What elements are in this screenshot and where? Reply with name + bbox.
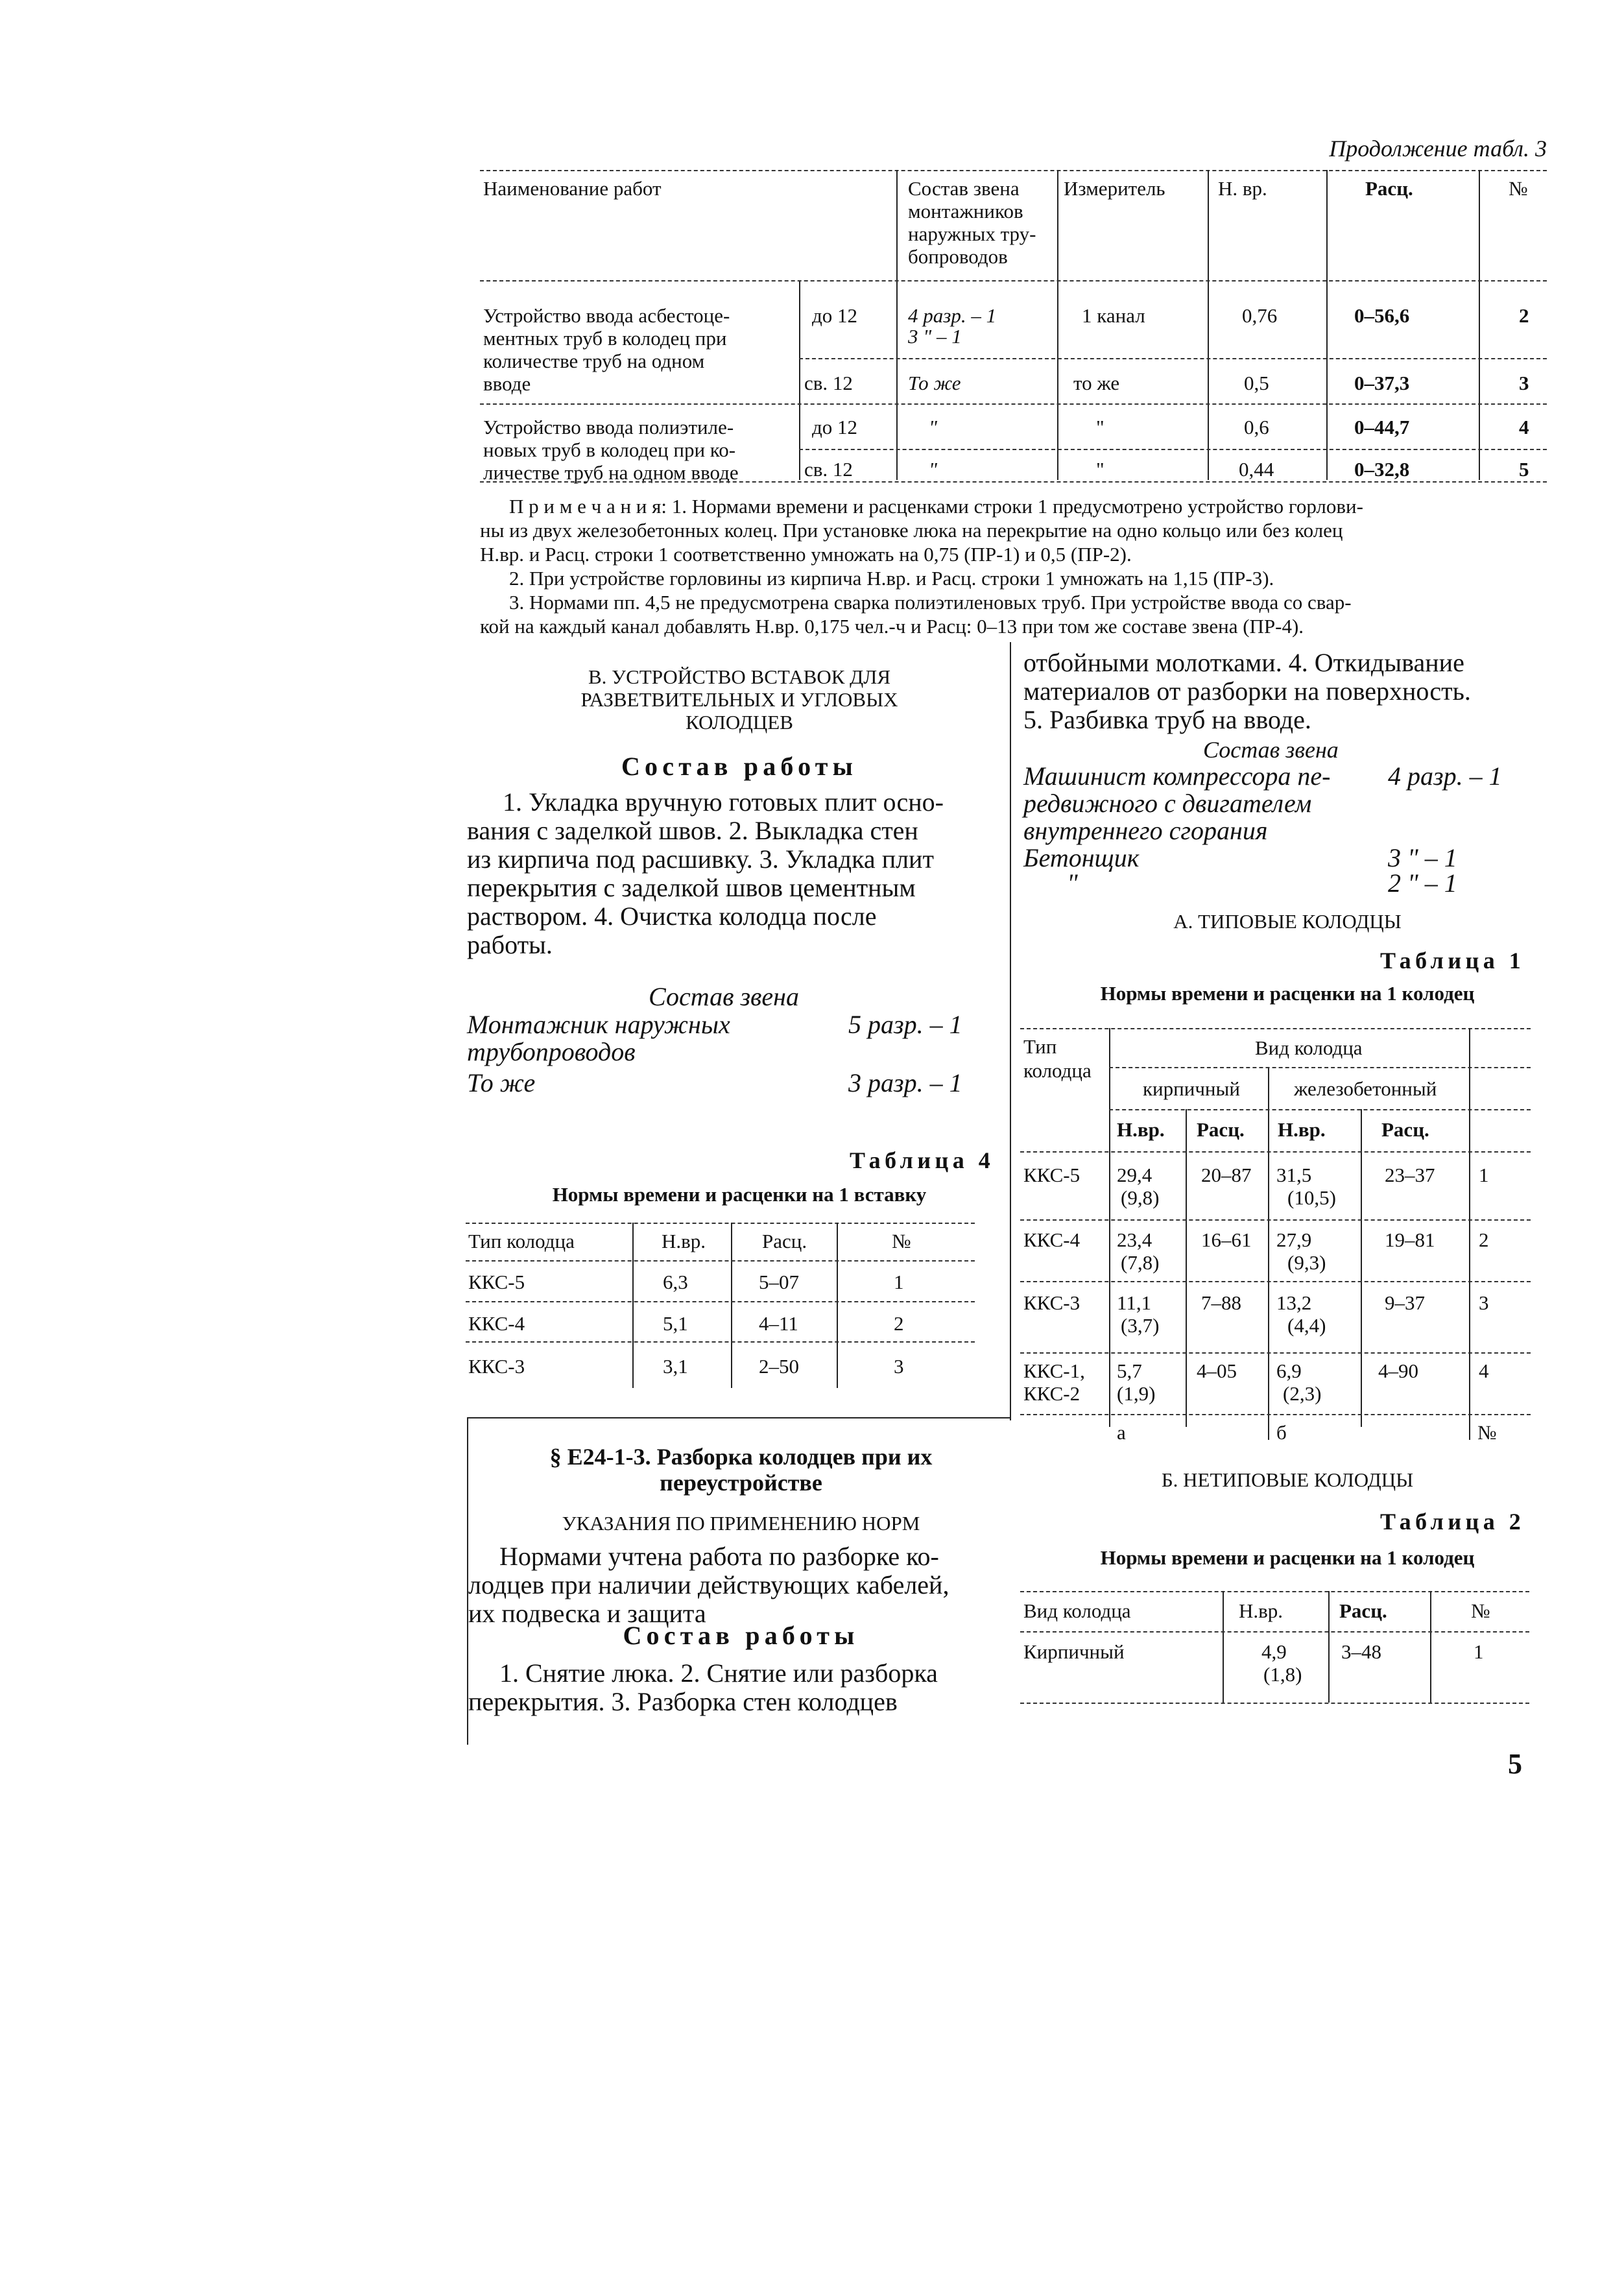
work-line: перекрытия с заделкой швов цементным	[467, 873, 916, 902]
crew-name-2: трубопроводов	[467, 1037, 636, 1066]
t1-r3-type: ККС-3	[1023, 1291, 1081, 1314]
instructions-line: лодцев при наличии действующих кабелей,	[468, 1570, 949, 1599]
t2-r1-nvr2: (1,8)	[1263, 1663, 1302, 1686]
t1-r4-no: 4	[1479, 1359, 1489, 1382]
t3-header-crew-3: наружных тру-	[908, 222, 1036, 245]
work-composition-heading: Состав работы	[621, 752, 858, 781]
t3-row3-crew: "	[929, 416, 938, 438]
t1-footer-a: а	[1117, 1421, 1126, 1444]
t3-header-name: Наименование работ	[483, 177, 662, 200]
t1-r2-type: ККС-4	[1023, 1228, 1081, 1251]
crew-name-1: Монтажник наружных	[467, 1010, 730, 1039]
t3-row1-unit: 1 канал	[1082, 304, 1145, 327]
t3-row3-cond: до 12	[812, 416, 858, 438]
t3-row4-no: 5	[1519, 458, 1529, 481]
t1-r4-type: ККС-1,	[1023, 1359, 1085, 1382]
r-crew-name-2: редвижного с двигателем	[1023, 789, 1312, 818]
continued-work-text	[1023, 649, 1555, 734]
t1-r3-bnvr: 11,1	[1117, 1291, 1152, 1314]
t1-footer-no: №	[1477, 1421, 1497, 1444]
t3-row4-cond: св. 12	[804, 458, 853, 481]
t1-r2-cnvr: 27,9	[1276, 1228, 1312, 1251]
t1-header-kind: Вид колодца	[1255, 1036, 1363, 1059]
t3-group1-line2: ментных труб в колодец при	[483, 327, 727, 350]
r-crew-name-3: внутреннего сгорания	[1023, 816, 1268, 845]
t1-r4-cnvr2: (2,3)	[1283, 1382, 1322, 1405]
t2-r1-no: 1	[1474, 1640, 1484, 1663]
section-e24-title-2: переустройстве	[660, 1470, 822, 1496]
table-1-label: Таблица 1	[1380, 948, 1525, 974]
t3-row2-no: 3	[1519, 372, 1529, 394]
t1-r2-no: 2	[1479, 1228, 1489, 1251]
t1-r3-bnvr2: (3,7)	[1121, 1314, 1160, 1337]
crew-grade-3: 3 разр. – 1	[848, 1068, 962, 1097]
instructions-text	[468, 1542, 1013, 1628]
t1-r3-crate: 9–37	[1385, 1291, 1425, 1314]
t1-header-brick: кирпичный	[1143, 1077, 1240, 1100]
section-e24-title-1: § Е24-1-3. Разборка колодцев при их	[549, 1444, 933, 1470]
t1-r1-crate: 23–37	[1385, 1164, 1435, 1186]
r-crew-grade-4: 3 " – 1	[1388, 843, 1457, 872]
r-crew-name-4: Бетонщик	[1023, 843, 1140, 872]
t4-r1-no: 1	[894, 1271, 904, 1293]
note-line-1: П р и м е ч а н и я: 1. Нормами времени и расценками строки 1 предусмотрено устройство горлови-	[509, 495, 1363, 518]
t3-row3-rate: 0–44,7	[1354, 416, 1410, 438]
t1-r2-bnvr2: (7,8)	[1121, 1251, 1160, 1274]
t1-r4-brate: 4–05	[1197, 1359, 1237, 1382]
t4-r3-type: ККС-3	[468, 1355, 525, 1378]
t2-header-no: №	[1471, 1599, 1490, 1622]
note-line-4: 2. При устройстве горловины из кирпича Н.вр. и Расц. строки 1 умножать на 1,15 (ПР-3).	[509, 567, 1274, 590]
cont-line: отбойными молотками. 4. Откидывание	[1023, 648, 1464, 677]
table-2-caption: Нормы времени и расценки на 1 колодец	[1100, 1546, 1475, 1569]
t3-row3-nvr: 0,6	[1244, 416, 1269, 438]
t3-header-crew-4: бопроводов	[908, 245, 1008, 268]
work-line: 1. Укладка вручную готовых плит осно-	[503, 787, 944, 817]
t1-r3-cnvr: 13,2	[1276, 1291, 1312, 1314]
t1-r1-bnvr2: (9,8)	[1121, 1186, 1160, 1209]
t1-r4-bnvr: 5,7	[1117, 1359, 1142, 1382]
t3-header-crew-1: Состав звена	[908, 177, 1020, 200]
instructions-heading: УКАЗАНИЯ ПО ПРИМЕНЕНИЮ НОРМ	[562, 1512, 920, 1535]
t3-row2-unit: то же	[1073, 372, 1120, 394]
note-line-3: Н.вр. и Расц. строки 1 соответственно умножать на 0,75 (ПР-1) и 0,5 (ПР-2).	[480, 543, 1132, 566]
t4-r3-no: 3	[894, 1355, 904, 1378]
t3-row1-rate: 0–56,6	[1354, 304, 1410, 327]
section-a-title: А. ТИПОВЫЕ КОЛОДЦЫ	[1173, 910, 1402, 933]
t1-header-c-rate: Расц.	[1381, 1118, 1429, 1141]
cont-line: 5. Разбивка труб на вводе.	[1023, 705, 1311, 734]
t4-r1-rate: 5–07	[759, 1271, 799, 1293]
t4-r2-rate: 4–11	[759, 1312, 798, 1335]
work2-line: перекрытия. 3. Разборка стен колодцев	[468, 1687, 898, 1716]
section-v-title-2: РАЗВЕТВИТЕЛЬНЫХ И УГЛОВЫХ	[580, 688, 898, 711]
table-2-label: Таблица 2	[1380, 1509, 1525, 1535]
t3-header-no: №	[1509, 177, 1528, 200]
work-composition-2-text	[468, 1659, 1013, 1716]
t2-header-type: Вид колодца	[1023, 1599, 1131, 1622]
t4-r1-type: ККС-5	[468, 1271, 525, 1293]
crew-heading-right: Состав звена	[1203, 737, 1339, 763]
t2-r1-nvr: 4,9	[1261, 1640, 1287, 1663]
t1-r2-cnvr2: (9,3)	[1287, 1251, 1326, 1274]
work-line: работы.	[467, 930, 553, 959]
t1-r1-no: 1	[1479, 1164, 1489, 1186]
t1-r2-bnvr: 23,4	[1117, 1228, 1152, 1251]
t1-r1-type: ККС-5	[1023, 1164, 1081, 1186]
table-4-label: Таблица 4	[850, 1147, 995, 1173]
work-line: из кирпича под расшивку. 3. Укладка плит	[467, 844, 934, 874]
t1-r1-bnvr: 29,4	[1117, 1164, 1152, 1186]
work-line: вания с заделкой швов. 2. Выкладка стен	[467, 816, 918, 845]
table-4-caption: Нормы времени и расценки на 1 вставку	[552, 1183, 927, 1206]
crew-heading-left: Состав звена	[649, 982, 800, 1011]
t1-header-type-1: Тип колодца	[1023, 1035, 1092, 1082]
t3-row1-cond: до 12	[812, 304, 858, 327]
t1-header-b-nvr: Н.вр.	[1117, 1118, 1165, 1141]
note-line-2: ны из двух железобетонных колец. При установке люка на перекрытие на одно кольцо или без колец	[480, 519, 1343, 542]
t3-row4-crew: "	[929, 458, 938, 481]
continuation-label: Продолжение табл. 3	[1329, 136, 1547, 162]
note-line-6: кой на каждый канал добавлять Н.вр. 0,175 чел.-ч и Расц: 0–13 при том же составе звена (ПР-4).	[480, 615, 1304, 638]
t3-group1-line4: вводе	[483, 372, 531, 395]
t2-header-rate: Расц.	[1339, 1599, 1387, 1622]
t3-header-unit: Измеритель	[1064, 177, 1165, 200]
section-v-title-3: КОЛОДЦЕВ	[686, 711, 793, 734]
t3-row4-rate: 0–32,8	[1354, 458, 1410, 481]
note-line-5: 3. Нормами пп. 4,5 не предусмотрена сварка полиэтиленовых труб. При устройстве ввода со свар-	[509, 591, 1352, 614]
work-composition-text	[467, 788, 1012, 959]
t4-r2-nvr: 5,1	[663, 1312, 688, 1335]
t3-row1-nvr: 0,76	[1242, 304, 1278, 327]
t1-header-b-rate: Расц.	[1197, 1118, 1245, 1141]
t4-header-rate: Расц.	[762, 1230, 807, 1252]
instructions-line: Нормами учтена работа по разборке ко-	[499, 1542, 939, 1571]
t1-header-c-nvr: Н.вр.	[1278, 1118, 1326, 1141]
t4-r3-rate: 2–50	[759, 1355, 799, 1378]
t3-row2-rate: 0–37,3	[1354, 372, 1410, 394]
t1-r3-no: 3	[1479, 1291, 1489, 1314]
t3-row1-crew2: 3 " – 1	[908, 325, 962, 348]
t1-r4-crate: 4–90	[1378, 1359, 1418, 1382]
r-crew-name-5: "	[1067, 868, 1078, 898]
t3-header-rate: Расц.	[1365, 177, 1413, 200]
t1-r4-bnvr2: (1,9)	[1117, 1382, 1156, 1405]
t3-group2-line1: Устройство ввода полиэтиле-	[483, 416, 734, 438]
crew-name-3: То же	[467, 1068, 536, 1097]
crew-grade-1: 5 разр. – 1	[848, 1010, 962, 1039]
t1-r3-cnvr2: (4,4)	[1287, 1314, 1326, 1337]
t4-r2-no: 2	[894, 1312, 904, 1335]
t3-group1-line1: Устройство ввода асбестоце-	[483, 304, 730, 327]
t1-footer-b: б	[1276, 1421, 1287, 1444]
t3-row4-nvr: 0,44	[1239, 458, 1274, 481]
r-crew-grade-5: 2 " – 1	[1388, 868, 1457, 898]
cont-line: материалов от разборки на поверхность.	[1023, 676, 1471, 706]
table-1-caption: Нормы времени и расценки на 1 колодец	[1100, 982, 1475, 1005]
page-number: 5	[1508, 1748, 1522, 1780]
t1-r2-crate: 19–81	[1385, 1228, 1435, 1251]
section-b-title: Б. НЕТИПОВЫЕ КОЛОДЦЫ	[1161, 1468, 1414, 1491]
t3-row2-crew: То же	[908, 372, 961, 394]
t4-header-no: №	[892, 1230, 911, 1252]
t3-group1-line3: количестве труб на одном	[483, 350, 705, 372]
t3-row2-cond: св. 12	[804, 372, 853, 394]
t4-r2-type: ККС-4	[468, 1312, 525, 1335]
t1-header-concrete: железобетонный	[1294, 1077, 1437, 1100]
work2-line: 1. Снятие люка. 2. Снятие или разборка	[499, 1658, 938, 1688]
t1-r1-brate: 20–87	[1201, 1164, 1252, 1186]
t1-r1-cnvr2: (10,5)	[1287, 1186, 1336, 1209]
instructions-line: их подвеска и защита	[468, 1599, 706, 1628]
t3-group2-line3: личестве труб на одном вводе	[483, 461, 739, 484]
t1-r1-cnvr: 31,5	[1276, 1164, 1312, 1186]
t3-row2-nvr: 0,5	[1244, 372, 1269, 394]
t4-header-type: Тип колодца	[468, 1230, 575, 1252]
t4-r1-nvr: 6,3	[663, 1271, 688, 1293]
t3-row4-unit: "	[1096, 458, 1105, 481]
t1-r2-brate: 16–61	[1201, 1228, 1252, 1251]
t3-header-nvr: Н. вр.	[1218, 177, 1267, 200]
t3-row3-no: 4	[1519, 416, 1529, 438]
t1-r4-type2: ККС-2	[1023, 1382, 1081, 1405]
t2-header-nvr: Н.вр.	[1239, 1599, 1284, 1622]
section-v-title-1: В. УСТРОЙСТВО ВСТАВОК ДЛЯ	[588, 665, 891, 688]
t3-header-crew-2: монтажников	[908, 200, 1023, 222]
t3-row3-unit: "	[1096, 416, 1105, 438]
work-line: раствором. 4. Очистка колодца после	[467, 902, 877, 931]
t1-r4-cnvr: 6,9	[1276, 1359, 1302, 1382]
t1-r3-brate: 7–88	[1201, 1291, 1241, 1314]
r-crew-grade-1: 4 разр. – 1	[1388, 761, 1502, 791]
table-notes	[480, 494, 1557, 638]
t4-header-nvr: Н.вр.	[662, 1230, 706, 1252]
t3-row1-no: 2	[1519, 304, 1529, 327]
r-crew-name-1: Машинист компрессора пе-	[1023, 761, 1331, 791]
t3-group2-line2: новых труб в колодец при ко-	[483, 438, 736, 461]
t3-row1-crew: 4 разр. – 1	[908, 304, 997, 327]
t4-r3-nvr: 3,1	[663, 1355, 688, 1378]
work-composition-2-heading: Состав работы	[623, 1621, 859, 1650]
t2-r1-type: Кирпичный	[1023, 1640, 1125, 1663]
t2-r1-rate: 3–48	[1341, 1640, 1381, 1663]
